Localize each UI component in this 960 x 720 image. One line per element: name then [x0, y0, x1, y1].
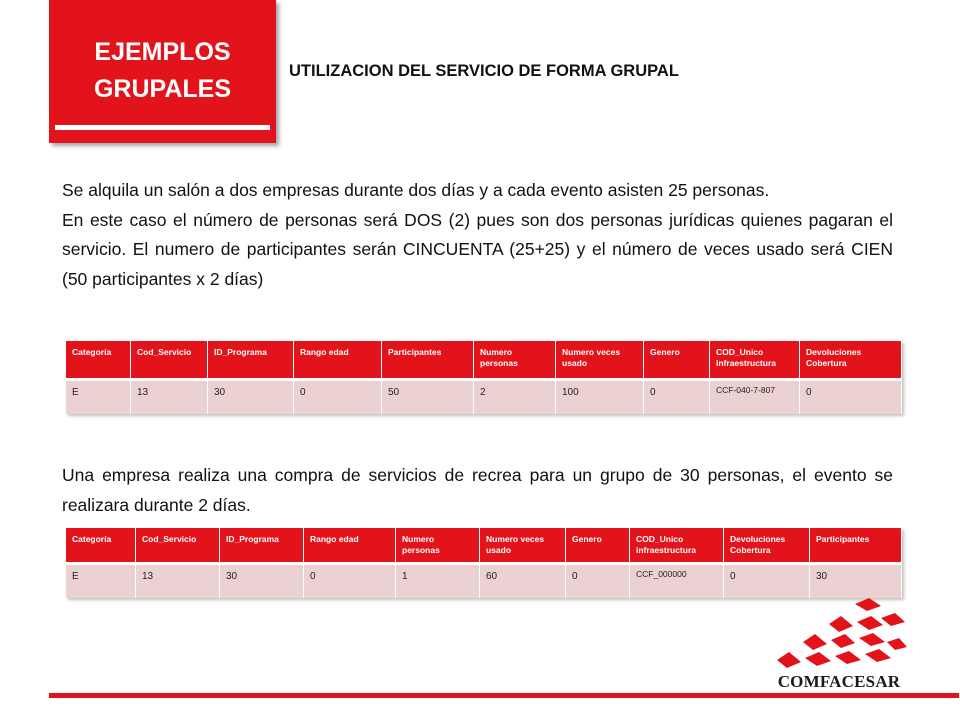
table-header-row	[66, 341, 902, 381]
table-cell: 60	[480, 565, 566, 598]
column-header: Devoluciones Cobertura	[800, 341, 902, 381]
column-header: COD_Unico infraestructura	[710, 341, 800, 381]
table-cell: 0	[724, 565, 810, 598]
example1-text	[62, 176, 893, 294]
badge-title	[49, 34, 276, 108]
table-header-row	[66, 528, 902, 565]
column-header: Genero	[566, 528, 630, 565]
page-subtitle: UTILIZACION DEL SERVICIO DE FORMA GRUPAL	[289, 62, 679, 80]
column-header: Numero personas	[396, 528, 480, 565]
column-header: COD_Unico infraestructura	[630, 528, 724, 565]
footer-divider	[49, 693, 959, 698]
badge-underline	[55, 125, 270, 130]
table-cell: 0	[304, 565, 396, 598]
table-cell: 50	[382, 381, 474, 414]
column-header: ID_Programa	[220, 528, 304, 565]
column-header: Cod_Servicio	[136, 528, 220, 565]
column-header: Devoluciones Cobertura	[724, 528, 810, 565]
table-cell: 0	[800, 381, 902, 414]
table-cell: E	[66, 381, 131, 414]
example1-paragraph2: En este caso el número de personas será DOS (2) pues son dos personas jurídicas quienes pagaran el servicio. El numero de participantes serán CINCUENTA (25+25) y el número de veces usado será CIEN (50 participantes x 2 días)	[62, 209, 893, 289]
table-cell: 1	[396, 565, 480, 598]
table-cell: 2	[474, 381, 556, 414]
column-header: Participantes	[382, 341, 474, 381]
table-row	[66, 565, 902, 598]
column-header: Genero	[644, 341, 710, 381]
table-cell: 0	[644, 381, 710, 414]
table-cell: CCF_000000	[630, 565, 724, 598]
column-header: Numero veces usado	[480, 528, 566, 565]
column-header: Rango edad	[304, 528, 396, 565]
table-row	[66, 381, 902, 414]
column-header: ID_Programa	[208, 341, 294, 381]
table-cell: 100	[556, 381, 644, 414]
column-header: Categoría	[66, 341, 131, 381]
table-cell: 30	[810, 565, 902, 598]
badge-title-line1: EJEMPLOS	[94, 38, 231, 66]
example2-table	[66, 528, 902, 598]
table-cell: 0	[566, 565, 630, 598]
table-cell: 30	[220, 565, 304, 598]
column-header: Participantes	[810, 528, 902, 565]
table-cell: 13	[131, 381, 208, 414]
comfacesar-logo	[769, 598, 909, 694]
table-cell: 30	[208, 381, 294, 414]
column-header: Categoría	[66, 528, 136, 565]
logo-wordmark: COMFACESAR	[777, 672, 901, 691]
table-cell: 13	[136, 565, 220, 598]
example2-paragraph: Una empresa realiza una compra de servicios de recrea para un grupo de 30 personas, el evento se realizara durante 2 días.	[62, 465, 893, 515]
section-badge	[49, 0, 276, 143]
badge-title-line2: GRUPALES	[93, 75, 232, 103]
example1-paragraph1: Se alquila un salón a dos empresas durante dos días y a cada evento asisten 25 personas.	[62, 180, 770, 200]
table-cell: E	[66, 565, 136, 598]
logo-triangles-icon	[769, 598, 909, 674]
table-cell: CCF-040-7-807	[710, 381, 800, 414]
table-cell: 0	[294, 381, 382, 414]
column-header: Rango edad	[294, 341, 382, 381]
column-header: Numero personas	[474, 341, 556, 381]
example1-table	[66, 341, 902, 414]
column-header: Cod_Servicio	[131, 341, 208, 381]
column-header: Numero veces usado	[556, 341, 644, 381]
